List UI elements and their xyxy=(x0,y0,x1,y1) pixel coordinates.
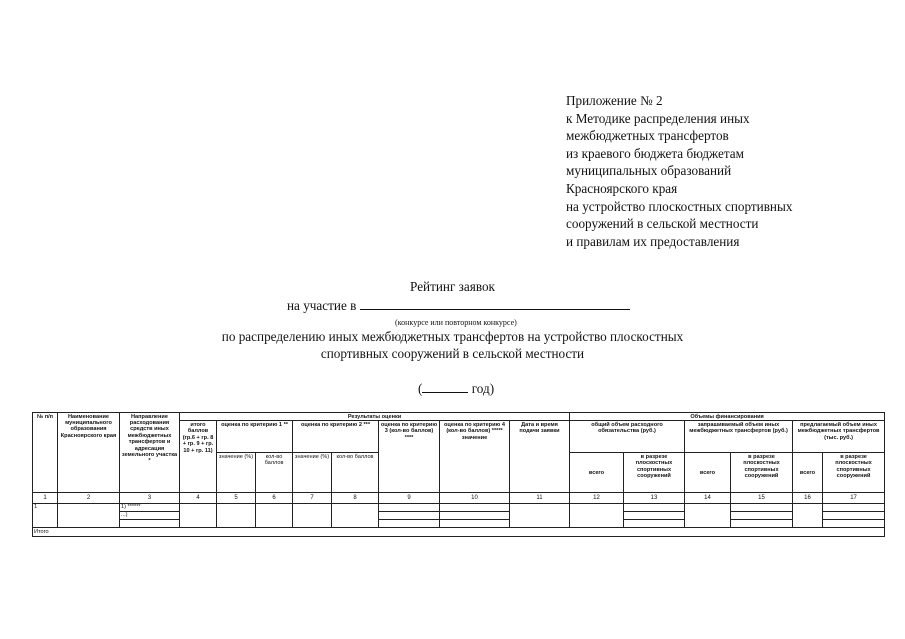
appendix-line: Приложение № 2 xyxy=(566,93,663,108)
column-number: 17 xyxy=(823,493,885,504)
participation-label: на участие в xyxy=(287,298,357,313)
appendix-header xyxy=(566,92,792,250)
column-number: 14 xyxy=(685,493,731,504)
appendix-line: муниципальных образований xyxy=(566,163,732,179)
row-obligation-by-facility-cell xyxy=(624,512,685,520)
row-crit4-cell xyxy=(440,504,510,512)
header-row-1 xyxy=(33,413,885,421)
year-line xyxy=(418,380,494,397)
title-line-2: спортивных сооружений в сельской местности xyxy=(320,346,585,361)
row-obligation-by-facility-cell xyxy=(624,504,685,512)
total-obligation-header: общий объем расходного обязательства (руб.) xyxy=(570,421,685,453)
row-obligation-by-facility-cell xyxy=(624,520,685,528)
col-direction-header: Направление расходования средств иных межбюджетных трансфертов и адресация земельного участка * xyxy=(120,413,180,493)
row-total-score-cell xyxy=(180,504,217,528)
row-requested-by-facility-cell xyxy=(731,512,793,520)
column-number: 8 xyxy=(332,493,379,504)
row-proposed-by-facility-cell xyxy=(823,512,885,520)
row-crit4-cell xyxy=(440,520,510,528)
column-number: 3 xyxy=(120,493,180,504)
appendix-line: и правилам их предоставления xyxy=(566,233,740,249)
crit2-header: оценка по критерию 2 *** xyxy=(293,421,379,453)
column-number: 9 xyxy=(379,493,440,504)
obligation-by-facility-header: в разрезе плоскостных спортивных сооружений xyxy=(624,453,685,493)
col-no-header: № п/п xyxy=(33,413,58,493)
participation-line xyxy=(287,297,630,314)
proposed-by-facility-header: в разрезе плоскостных спортивных сооружений xyxy=(823,453,885,493)
appendix-line: межбюджетных трансфертов xyxy=(566,128,729,144)
row-date-cell xyxy=(510,504,570,528)
row-crit3-cell xyxy=(379,512,440,520)
participation-hint: (конкурсе или повторном конкурсе) xyxy=(395,318,517,327)
document-title: Рейтинг заявок xyxy=(410,279,495,294)
column-number: 7 xyxy=(293,493,332,504)
column-number: 2 xyxy=(58,493,120,504)
row-crit1-value-cell xyxy=(217,504,256,528)
row-crit2-value-cell xyxy=(293,504,332,528)
crit1-value-header: значение (%) xyxy=(217,453,256,493)
row-obligation-total-cell xyxy=(570,504,624,528)
participation-blank xyxy=(360,297,630,310)
total-row xyxy=(33,528,885,537)
column-number: 5 xyxy=(217,493,256,504)
column-number: 12 xyxy=(570,493,624,504)
column-number: 4 xyxy=(180,493,217,504)
column-number: 16 xyxy=(793,493,823,504)
row-direction-item-1: 1) ****** xyxy=(120,504,180,512)
year-open: ( xyxy=(418,381,423,396)
table-row xyxy=(33,520,885,528)
rating-table xyxy=(32,412,885,537)
date-header: Дата и время подачи заявки xyxy=(510,421,570,493)
row-requested-by-facility-cell xyxy=(731,504,793,512)
column-number: 10 xyxy=(440,493,510,504)
row-crit1-points-cell xyxy=(256,504,293,528)
row-requested-by-facility-cell xyxy=(731,520,793,528)
title-line-1: по распределению иных межбюджетных трансфертов на устройство плоскостных xyxy=(221,329,684,344)
obligation-total-header: всего xyxy=(570,453,624,493)
appendix-line: к Методике распределения иных xyxy=(566,110,750,126)
column-number: 15 xyxy=(731,493,793,504)
row-requested-total-cell xyxy=(685,504,731,528)
row-crit4-cell xyxy=(440,512,510,520)
column-number-row xyxy=(33,493,885,504)
row-direction-item-3 xyxy=(120,520,180,528)
year-blank xyxy=(422,380,468,393)
appendix-line: Красноярского края xyxy=(566,180,678,196)
row-crit3-cell xyxy=(379,504,440,512)
requested-by-facility-header: в разрезе плоскостных спортивных сооружений xyxy=(731,453,793,493)
results-header: Результаты оценки xyxy=(180,413,570,421)
crit3-header: оценка по критерию 3 (кол-во баллов) **** xyxy=(379,421,440,493)
row-proposed-total-cell xyxy=(793,504,823,528)
row-proposed-by-facility-cell xyxy=(823,520,885,528)
total-label: Итого xyxy=(33,528,885,537)
column-number: 11 xyxy=(510,493,570,504)
requested-total-header: всего xyxy=(685,453,731,493)
column-number: 13 xyxy=(624,493,685,504)
appendix-line: сооружений в сельской местности xyxy=(566,216,759,232)
column-number: 1 xyxy=(33,493,58,504)
row-number: 1 xyxy=(33,504,58,528)
row-direction-item-2: ...) xyxy=(120,512,180,520)
crit4-header: оценка по критерию 4 (кол-во баллов) ***** значение xyxy=(440,421,510,493)
proposed-header: предлагаемый объем иных межбюджетных трансфертов (тыс. руб.) xyxy=(793,421,885,453)
crit1-header: оценка по критерию 1 ** xyxy=(217,421,293,453)
row-crit2-points-cell xyxy=(332,504,379,528)
crit2-value-header: значение (%) xyxy=(293,453,332,493)
row-crit3-cell xyxy=(379,520,440,528)
row-proposed-by-facility-cell xyxy=(823,504,885,512)
financing-header: Объемы финансирования xyxy=(570,413,885,421)
table-row xyxy=(33,512,885,520)
row-municipality-cell xyxy=(58,504,120,528)
year-close: год) xyxy=(471,381,495,396)
col-total-score-header: итого баллов (гр.6 + гр. 8 + гр. 9 + гр. 10 + гр. 11) xyxy=(180,421,217,493)
requested-header: запрашиваемый объем иных межбюджетных трансфертов (руб.) xyxy=(685,421,793,453)
column-number: 6 xyxy=(256,493,293,504)
proposed-total-header: всего xyxy=(793,453,823,493)
appendix-line: из краевого бюджета бюджетам xyxy=(566,145,744,161)
appendix-line: на устройство плоскостных спортивных xyxy=(566,198,793,214)
crit2-points-header: кол-во баллов xyxy=(332,453,379,493)
table-row xyxy=(33,504,885,512)
crit1-points-header: кол-во баллов xyxy=(256,453,293,493)
col-municipality-header: Наименование муниципального образования Красноярского края xyxy=(58,413,120,493)
